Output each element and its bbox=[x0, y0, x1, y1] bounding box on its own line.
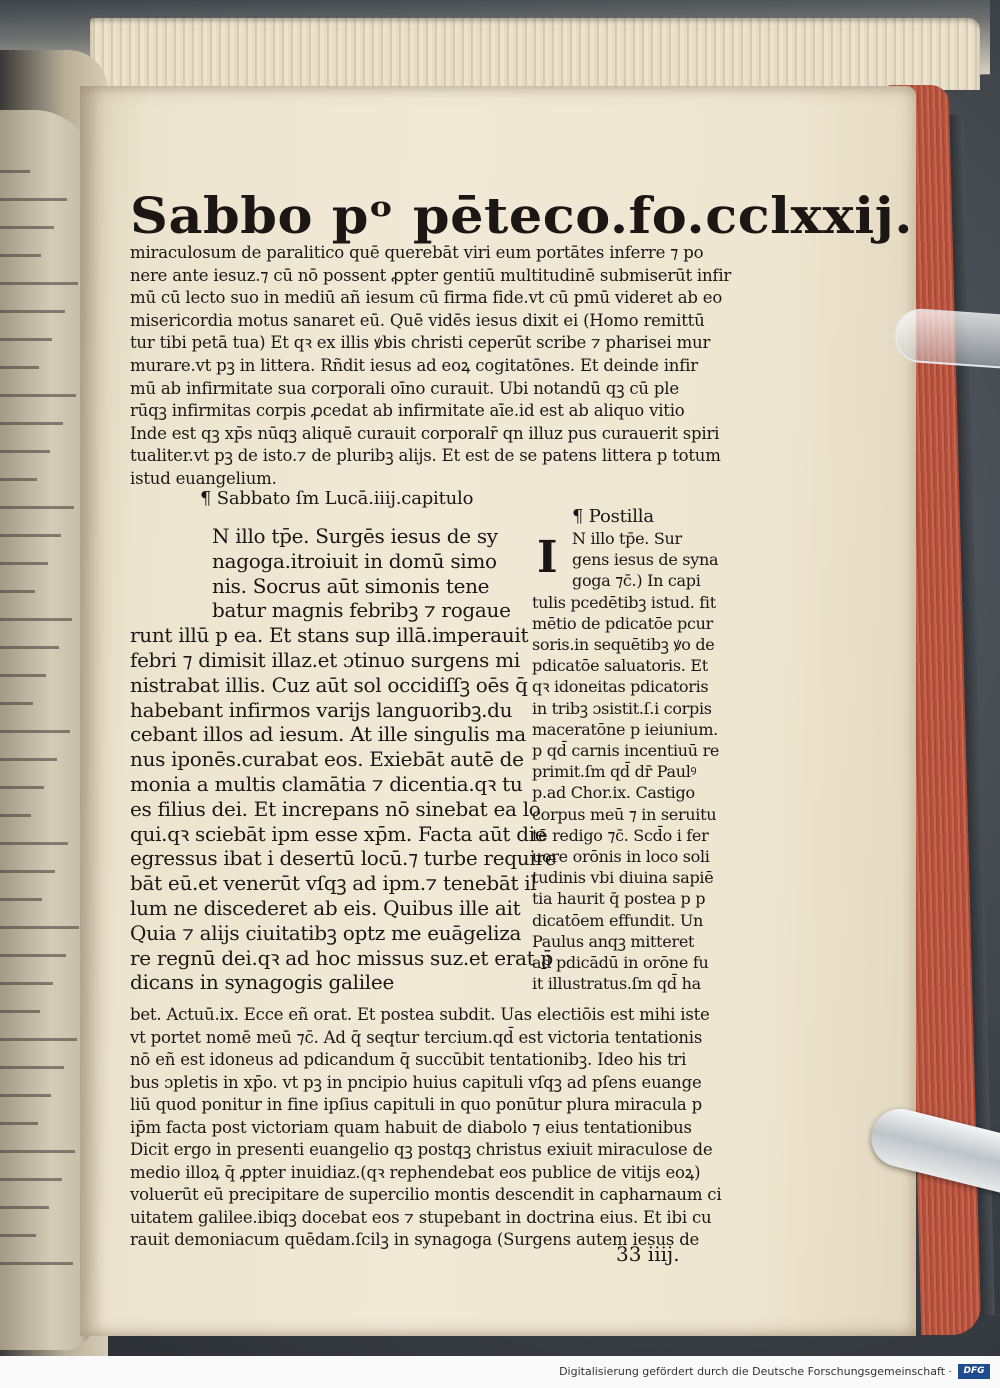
text-line: nistrabat illis. Cuz aūt sol occidiſſꝫ oēs q̄ bbox=[130, 672, 528, 697]
facing-page-text-stroke bbox=[0, 226, 54, 229]
facing-page-text-stroke bbox=[0, 170, 30, 173]
text-line: vt portet nomē meū ⁊c̄. Ad q̄ seqtur tercium.qd̄ est victoria tentationis bbox=[130, 1027, 703, 1047]
text-line: batur magnis febribꝫ ⁊ rogaue bbox=[212, 598, 511, 623]
text-line: p.ad Chor.ix. Castigo bbox=[532, 783, 695, 803]
facing-page-text-stroke bbox=[0, 954, 66, 957]
text-line: re regnū dei.qꝛ ad hoc missus suz.et erat p̄ bbox=[130, 945, 553, 970]
text-line: maceratōne p ieiunium. bbox=[532, 719, 718, 739]
text-line: mū ab infirmitate sua corporali oīno curauit. Ubi notandū qꝫ cū ple bbox=[130, 378, 679, 398]
text-line: ip̄m facta post victoriam quam habuit de diabolo ⁊ eius tentationibus bbox=[130, 1117, 692, 1137]
text-line: monia a multis clamātia ⁊ dicentia.qꝛ tu bbox=[130, 772, 523, 796]
text-line: febri ⁊ dimisit illaz.et ɔtinuo surgens mi bbox=[130, 648, 520, 672]
facing-page-text-stroke bbox=[0, 394, 76, 397]
facing-page-text-stroke bbox=[0, 898, 42, 901]
digitization-footer bbox=[0, 1356, 1000, 1388]
text-line: uore orōnis in loco soli bbox=[532, 847, 710, 866]
text-line: gens iesus de syna bbox=[572, 550, 719, 570]
text-line: Dicit ergo in presenti euangelio qꝫ postqꝫ christus exiuit miraculose de bbox=[130, 1140, 713, 1159]
facing-page-text-stroke bbox=[0, 338, 52, 341]
text-line: mū cū lecto suo in mediū añ iesum cū firma fide.vt cū pmū videret ab eo bbox=[130, 288, 723, 308]
text-line: bāt eū.et venerūt vſqꝫ ad ipm.⁊ tenebāt il bbox=[130, 871, 537, 896]
text-line: tudinis vbi diuina sapiē bbox=[532, 868, 714, 888]
facing-page-text-stroke bbox=[0, 366, 39, 369]
facing-page-text-stroke bbox=[0, 786, 44, 789]
text-line: liū quod ponitur in fine ipſius capituli in quo ponūtur plura miracula p bbox=[130, 1095, 702, 1114]
facing-page-text-stroke bbox=[0, 1038, 77, 1041]
facing-page-text-stroke bbox=[0, 1206, 49, 1209]
text-line: misericordia motus sanaret eū. Quē vidēs iesus dixit ei (Homo remittū bbox=[130, 310, 705, 330]
text-line: murare.vt pꝫ in littera. Rñdit iesus ad eoꝝ cogitatōnes. Et deinde infir bbox=[130, 356, 698, 375]
facing-page-text-stroke bbox=[0, 1234, 36, 1237]
text-line: rauit demoniacum quēdam.ſcilꝫ in synagoga (Surgens autem iesus de bbox=[130, 1230, 700, 1249]
text-line: in tribꝫ ɔsistit.ſ.i corpis bbox=[532, 698, 712, 718]
facing-page-text-stroke bbox=[0, 926, 79, 929]
facing-page-text-stroke bbox=[0, 590, 35, 593]
facing-page-text-stroke bbox=[0, 1010, 40, 1013]
facing-page-text-stroke bbox=[0, 422, 63, 425]
facing-page-text-stroke bbox=[0, 842, 68, 845]
text-line: tulis pcedētibꝫ istud. fit bbox=[532, 592, 716, 612]
facing-page-text-stroke bbox=[0, 1150, 75, 1153]
facing-page-text-stroke bbox=[0, 674, 46, 677]
facing-page-text-stroke bbox=[0, 1178, 62, 1181]
text-line: habebant infirmos varijs languoribꝫ.du bbox=[130, 697, 513, 722]
funding-credit: Digitalisierung gefördert durch die Deutsche Forschungsgemeinschaft · bbox=[559, 1365, 952, 1378]
text-line: lum ne discederet ab eis. Quibus ille ait bbox=[130, 896, 521, 920]
text-line: nere ante iesuz.⁊ cū nō possent ꝓpter gentiū multitudinē submiserūt infir bbox=[130, 265, 732, 285]
text-line: mētio de pdicatōe pcur bbox=[532, 613, 713, 633]
facing-page-text-stroke bbox=[0, 282, 78, 285]
facing-page-text-stroke bbox=[0, 1066, 64, 1069]
signature-mark: 33 iiij. bbox=[616, 1242, 680, 1266]
facing-page-text-stroke bbox=[0, 310, 65, 313]
text-line: Paulus anqꝫ mitteret bbox=[532, 931, 695, 951]
facing-page-text-stroke bbox=[0, 870, 55, 873]
facing-page-text-stroke bbox=[0, 1094, 51, 1097]
text-line: nus iponēs.curabat eos. Exiebāt autē de bbox=[130, 747, 524, 772]
facing-page-text-stroke bbox=[0, 1262, 73, 1265]
facing-page-text-stroke bbox=[0, 450, 50, 453]
text-line: tualiter.vt pꝫ de isto.⁊ de pluribꝫ alijs. Et est de se patens littera p totum bbox=[130, 446, 721, 466]
text-line: tē redigo ⁊c̄. Scd̄o i fer bbox=[532, 825, 709, 845]
facing-page-text-stroke bbox=[0, 198, 67, 201]
running-header: Sabbo pᵒ pēteco.fo.cclxxij. bbox=[130, 186, 914, 245]
text-line: dicans in synagogis galilee bbox=[130, 970, 394, 995]
text-line: egressus ibat i desertū locū.⁊ turbe require bbox=[130, 846, 557, 871]
text-line: Inde est qꝫ xp̄s nūqꝫ aliquē curauit corporalr̄ qn illuz pus curauerit spiri bbox=[130, 423, 720, 443]
section-heading: ¶ Sabbato ſm Lucā.iiij.capitulo bbox=[200, 488, 474, 509]
text-line: tur tibi petā tua) Et qꝛ ex illis ꝟbis christi ceperūt scribe ⁊ pharisei mur bbox=[130, 333, 711, 353]
text-line: primit.ſm qd̄ dr̄ Paulꝰ bbox=[532, 762, 697, 782]
text-line: cebant illos ad iesum. At ille singulis ma bbox=[130, 722, 526, 747]
facing-page-text-stroke bbox=[0, 618, 72, 621]
text-line: qui.qꝛ sciebāt ipm esse xp̄m. Facta aūt die bbox=[130, 821, 547, 846]
facing-page-text-stroke bbox=[0, 758, 57, 761]
decorated-initial: I bbox=[537, 532, 558, 583]
text-line: goga ⁊c̄.) In capi bbox=[572, 571, 701, 591]
dfg-logo: DFG bbox=[958, 1364, 990, 1379]
text-line: dicatōem effundit. Un bbox=[532, 910, 704, 930]
text-line: tia haurit q̄ postea p p bbox=[532, 889, 706, 909]
postilla-heading: ¶ Postilla bbox=[572, 506, 654, 527]
facing-page-text-stroke bbox=[0, 982, 53, 985]
facing-page-text-stroke bbox=[0, 534, 61, 537]
text-line: ad pdicādū in orōne fu bbox=[532, 953, 709, 972]
text-line: bet. Actuū.ix. Ecce eñ orat. Et postea subdit. Uas electiōis est mihi iste bbox=[130, 1005, 710, 1024]
text-line: p qd̄ carnis incentiuū re bbox=[532, 741, 720, 760]
text-line: pdicatōe saluatoris. Et bbox=[532, 656, 708, 676]
text-line: rūqꝫ infirmitas corpis ꝓcedat ab infirmitate aīe.id est ab aliquo vitio bbox=[130, 401, 685, 421]
text-line: uitatem galilee.ibiqꝫ docebat eos ⁊ stupebant in doctrina eius. Et ibi cu bbox=[130, 1207, 712, 1227]
text-line: medio illoꝝ q̄ ꝓpter inuidiaz.(qꝛ rephendebat eos publice de vitijs eoꝝ) bbox=[130, 1162, 701, 1182]
text-line: N illo tp̄e. Surgēs iesus de sy bbox=[212, 524, 498, 548]
book-top-edge bbox=[90, 18, 980, 90]
text-line: Quia ⁊ alijs ciuitatibꝫ optz me euāgeliza bbox=[130, 920, 522, 945]
facing-page-text-stroke bbox=[0, 478, 37, 481]
text-line: miraculosum de paralitico quē querebāt viri eum portātes inferre ⁊ po bbox=[130, 243, 704, 262]
text-line: voluerūt eū precipitare de supercilio montis descendit in capharnaum ci bbox=[130, 1185, 722, 1204]
text-line: corpus meū ⁊ in seruitu bbox=[532, 804, 717, 824]
text-line: nis. Socrus aūt simonis tene bbox=[212, 573, 490, 598]
facing-page-text-stroke bbox=[0, 646, 59, 649]
text-line: N illo tp̄e. Sur bbox=[572, 529, 682, 548]
facing-page-text-stroke bbox=[0, 254, 41, 257]
facing-page-text-stroke bbox=[0, 1122, 38, 1125]
facing-page-text-stroke bbox=[0, 562, 48, 565]
text-line: nagoga.itroiuit in domū simo bbox=[212, 548, 497, 573]
facing-page-text-stroke bbox=[0, 814, 31, 817]
facing-page-text-stroke bbox=[0, 506, 74, 509]
text-line: runt illū p ea. Et stans sup illā.imperauit bbox=[130, 623, 529, 648]
text-line: bus ɔpletis in xp̄o. vt pꝫ in pncipio huius capituli vſqꝫ ad pſens euange bbox=[130, 1072, 702, 1092]
text-line: soris.in sequētibꝫ ꝟo de bbox=[532, 635, 715, 654]
text-line: it illustratus.ſm qd̄ ha bbox=[532, 974, 701, 994]
text-line: es filius dei. Et increpans nō sinebat ea lo bbox=[130, 796, 541, 821]
text-line: qꝛ idoneitas pdicatoris bbox=[532, 677, 709, 697]
text-line: nō eñ est idoneus ad pdicandum q̄ succūbit tentationibꝫ. Ideo his tri bbox=[130, 1050, 687, 1069]
text-line: istud euangelium. bbox=[130, 469, 277, 488]
facing-page-text-stroke bbox=[0, 702, 33, 705]
facing-page-text-stroke bbox=[0, 730, 70, 733]
